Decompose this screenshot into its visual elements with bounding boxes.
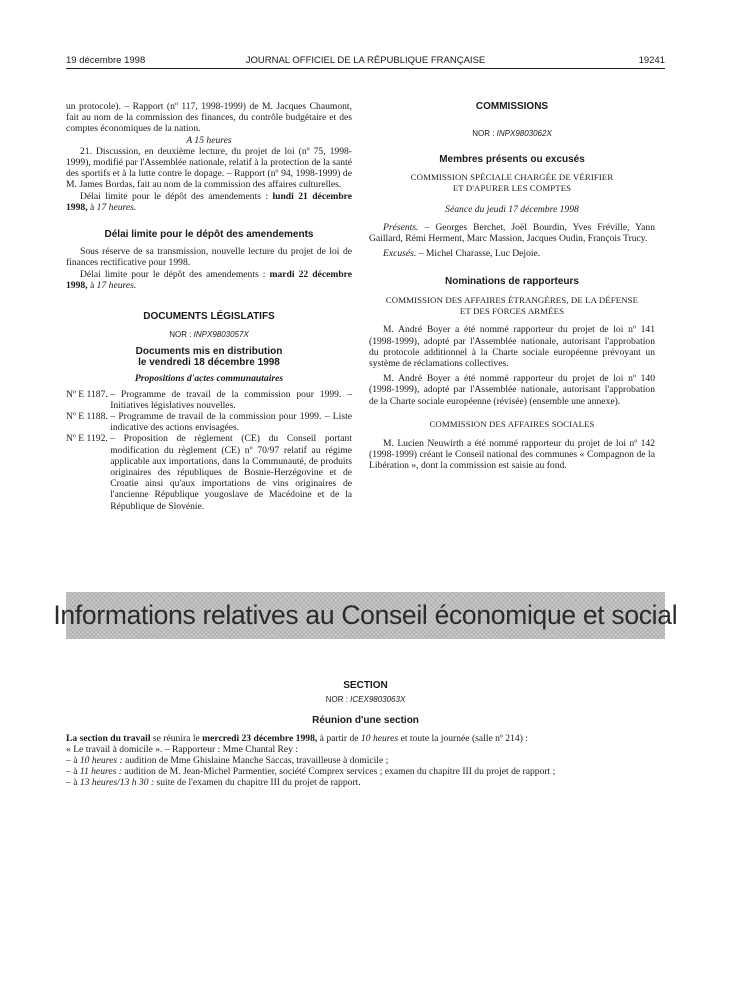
reunion-line-1: La section du travail se réunira le mercredi 23 décembre 1998, à partir de 10 heures et toute la journée (salle nº 214) : <box>66 732 528 744</box>
banner-title: Informations relatives au Conseil économique et social <box>53 600 678 630</box>
propositions-heading: Propositions d'actes communautaires <box>134 373 284 385</box>
commissions-title: COMMISSIONS <box>475 101 549 112</box>
nor-reference-1: NOR : INPX9803057X <box>169 330 249 340</box>
commission-etrangeres-line-2: ET DES FORCES ARMÉES <box>459 306 565 317</box>
header-date: 19 décembre 1998 <box>66 55 146 66</box>
paragraph-rapport-117: un protocole). – Rapport (nº 117, 1998-1999) de M. Jacques Chaumont, fait au nom de la commission des finances, du contrôle budgétaire et des comptes économiques de la nation. <box>66 101 352 135</box>
membres-heading: Membres présents ou excusés <box>439 154 585 166</box>
delai-amendements-1: Délai limite pour le dépôt des amendements : lundi 21 décembre 1998, à 17 heures. <box>66 190 352 213</box>
nor-reference-3: NOR : ICEX9803063X <box>325 695 406 705</box>
distribution-title: Documents mis en distribution le vendredi 18 décembre 1998 <box>135 346 283 368</box>
reunion-line-2: « Le travail à domicile ». – Rapporteur : Mme Chantal Rey : <box>66 743 299 755</box>
commission-etrangeres-line-1: COMMISSION DES AFFAIRES ÉTRANGÈRES, DE LA DÉFENSE <box>385 295 639 306</box>
commission-speciale-line-2: ET D'APURER LES COMPTES <box>452 182 572 193</box>
excuses-paragraph: Excusés. – Michel Charasse, Luc Dejoie. <box>383 247 541 259</box>
right-column <box>369 101 655 472</box>
boyer-paragraph-2: M. André Boyer a été nommé rapporteur du projet de loi nº 140 (1998-1999), adopté par l'Assemblée nationale, autorisant l'approbation de la Charte sociale européenne (révisée) (ensemble une annexe). <box>369 373 655 407</box>
nor-reference-2: NOR : INPX9803062X <box>472 129 552 139</box>
commission-sociales: COMMISSION DES AFFAIRES SOCIALES <box>429 418 595 429</box>
list-item: Nº E 1192. – Proposition de règlement (CE) du Conseil portant modification du règlement (CE) nº 70/97 relatif au régime applicable aux importations, dans la Communauté, de produits originaires des républiques de Bosnie-Herzégovine et de Croatie ainsi qu'aux importations de vins originaires de l'ancienne République yougoslave de Macédoine et de la République de Slovénie. <box>66 433 352 512</box>
reunion-line-3: – à 10 heures : audition de Mme Ghislaine Manche Saccas, travailleuse à domicile ; <box>66 755 389 767</box>
conseil-banner <box>53 592 678 639</box>
reunion-heading: Réunion d'une section <box>312 715 419 727</box>
reunion-line-5: – à 13 heures/13 h 30 : suite de l'examen du chapitre III du projet de rapport. <box>66 777 361 789</box>
boyer-paragraph-1: M. André Boyer a été nommé rapporteur du projet de loi nº 141 (1998-1999), adopté par l'Assemblée nationale, autorisant l'approbation du protocole additionnel à la Charte sociale européenne prévoyant un système de réclamations collectives. <box>369 324 655 370</box>
delai-amendements-2: Délai limite pour le dépôt des amendements : mardi 22 décembre 1998, à 17 heures. <box>66 268 352 291</box>
list-item: Nº E 1188. – Programme de travail de la commission pour 1999. – Liste indicative des actions envisagées. <box>66 411 352 434</box>
cese-section <box>66 680 665 789</box>
journal-title: JOURNAL OFFICIEL DE LA RÉPUBLIQUE FRANÇAISE <box>245 55 486 66</box>
paragraph-21: 21. Discussion, en deuxième lecture, du projet de loi (nº 75, 1998-1999), modifié par l'Assemblée nationale, relatif à la protection de la santé des sportifs et à la lutte contre le dopage. – Rapport (nº 94, 1998-1999) de M. James Bordas, fait au nom de la commission des affaires culturelles. <box>66 145 352 191</box>
reunion-line-4: – à 11 heures : audition de M. Jean-Michel Parmentier, société Comprex services ; examen du chapitre III du projet de rapport ; <box>66 766 556 778</box>
page-number: 19241 <box>638 55 665 66</box>
delai-title: Délai limite pour le dépôt des amendements <box>104 229 314 241</box>
presents-paragraph: Présents. – Georges Berchet, Joël Bourdin, Yves Fréville, Yann Gaillard, Rémi Herment, Marc Massion, Jacques Oudin, François Trucy. <box>369 222 655 245</box>
list-item: Nº E 1187. – Programme de travail de la commission pour 1999. – Initiatives législatives nouvelles. <box>66 388 352 411</box>
section-title: SECTION <box>343 680 388 691</box>
seance-date: Séance du jeudi 17 décembre 1998 <box>445 204 579 216</box>
delai-paragraph: Sous réserve de sa transmission, nouvelle lecture du projet de loi de finances rectificative pour 1998. <box>66 246 352 269</box>
time-15-heures: A 15 heures <box>186 134 232 146</box>
documents-title: DOCUMENTS LÉGISLATIFS <box>143 311 275 323</box>
nominations-heading: Nominations de rapporteurs <box>445 275 579 287</box>
entries-list <box>66 389 352 512</box>
neuwirth-paragraph: M. Lucien Neuwirth a été nommé rapporteur du projet de loi nº 142 (1998-1999) créant le Conseil national des communes « Compagnon de la Libération », dont la commission est saisie au fond. <box>369 438 655 472</box>
header-rule <box>66 68 665 69</box>
left-column <box>66 101 352 512</box>
commission-speciale-line-1: COMMISSION SPÉCIALE CHARGÉE DE VÉRIFIER <box>410 171 614 182</box>
